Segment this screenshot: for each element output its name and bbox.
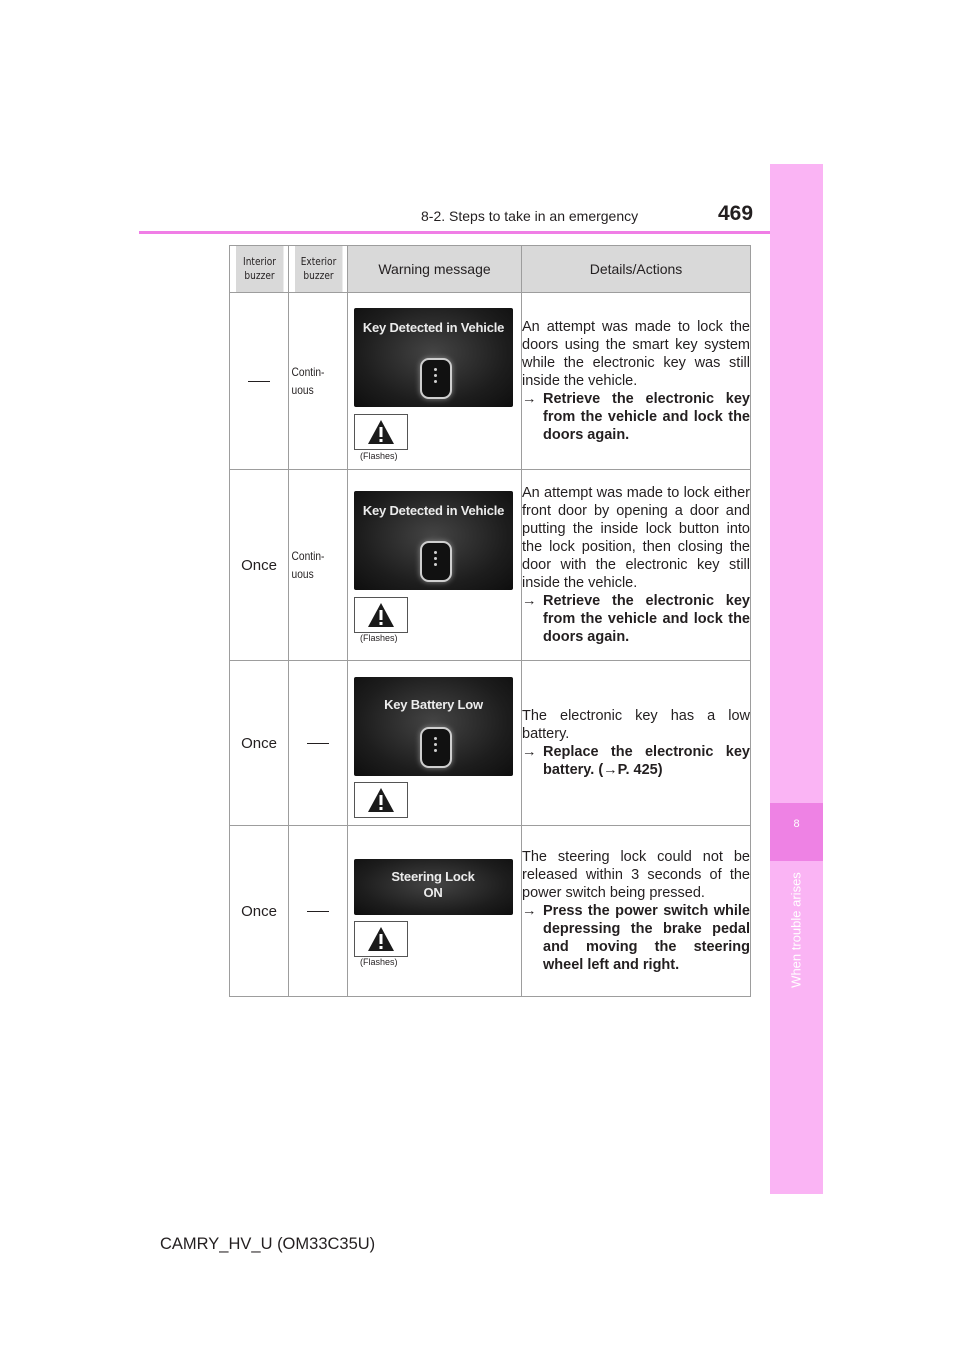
exterior-buzzer-value: Contin- uous bbox=[291, 549, 325, 581]
warning-message-cell bbox=[348, 470, 522, 661]
warning-message-cell bbox=[348, 826, 522, 997]
table-row bbox=[230, 826, 751, 997]
flashes-note: (Flashes) bbox=[360, 451, 398, 461]
interior-buzzer-cell: Once bbox=[230, 470, 289, 661]
detail-text: The steering lock could not be released within 3 seconds of the power switch being pressed. bbox=[522, 849, 750, 901]
warning-light-icon bbox=[354, 597, 408, 633]
key-fob-icon bbox=[420, 541, 452, 582]
interior-buzzer-cell bbox=[230, 293, 289, 470]
detail-text: An attempt was made to lock either front door by opening a door and putting the inside lock button into the lock position, then closing the door with the electronic key still inside the vehicle. bbox=[522, 485, 750, 591]
header-exterior-buzzer: Exterior buzzer bbox=[294, 246, 342, 293]
exterior-buzzer-cell bbox=[289, 661, 348, 826]
header-details-actions: Details/Actions bbox=[522, 246, 751, 293]
key-fob-icon bbox=[420, 727, 452, 768]
warning-light-icon bbox=[354, 782, 408, 818]
action-text: → Retrieve the electronic key from the vehicle and lock the doors again. bbox=[522, 391, 750, 443]
screen-text: Key Detected in Vehicle bbox=[362, 503, 505, 518]
screen-text: Key Detected in Vehicle bbox=[362, 320, 505, 335]
flashes-note: (Flashes) bbox=[360, 957, 398, 967]
arrow-icon: → bbox=[522, 593, 537, 609]
display-screen-image bbox=[354, 491, 513, 590]
table-row bbox=[230, 470, 751, 661]
footer-model-code: CAMRY_HV_U (OM33C35U) bbox=[160, 1235, 376, 1253]
chapter-number: 8 bbox=[793, 818, 800, 830]
table-row bbox=[230, 293, 751, 470]
arrow-icon: → bbox=[522, 391, 537, 407]
display-screen-image bbox=[354, 859, 513, 915]
details-cell bbox=[522, 470, 751, 661]
table-row bbox=[230, 661, 751, 826]
exterior-buzzer-cell bbox=[289, 470, 348, 661]
header-warning-message: Warning message bbox=[348, 246, 522, 293]
arrow-icon: → bbox=[522, 744, 537, 760]
action-text: → Replace the electronic key battery. (→P. 425) bbox=[522, 744, 750, 778]
screen-text: Steering Lock ON bbox=[391, 869, 475, 900]
header-divider bbox=[139, 231, 823, 234]
screen-text: Key Battery Low bbox=[384, 697, 483, 712]
page-number: 469 bbox=[718, 202, 754, 225]
header-interior-buzzer: Interior buzzer bbox=[235, 246, 283, 293]
details-cell bbox=[522, 826, 751, 997]
none-dash-icon bbox=[307, 743, 329, 744]
interior-buzzer-cell: Once bbox=[230, 826, 289, 997]
table-header-row bbox=[230, 246, 751, 293]
chapter-label: When trouble arises bbox=[788, 872, 804, 988]
chapter-number-box bbox=[770, 803, 823, 861]
warning-message-cell bbox=[348, 661, 522, 826]
display-screen-image bbox=[354, 308, 513, 407]
none-dash-icon bbox=[307, 911, 329, 912]
exterior-buzzer-value: Contin- uous bbox=[291, 365, 325, 397]
chapter-side-tab[interactable] bbox=[770, 164, 823, 1194]
interior-buzzer-cell: Once bbox=[230, 661, 289, 826]
warning-message-cell bbox=[348, 293, 522, 470]
warning-light-icon bbox=[354, 414, 408, 450]
section-title: 8-2. Steps to take in an emergency bbox=[421, 208, 639, 224]
warning-table bbox=[229, 245, 751, 997]
detail-text: An attempt was made to lock the doors using the smart key system while the electronic key was still inside the vehicle. bbox=[522, 319, 750, 389]
none-dash-icon bbox=[248, 381, 270, 382]
warning-light-icon bbox=[354, 921, 408, 957]
flashes-note: (Flashes) bbox=[360, 633, 398, 643]
exterior-buzzer-cell bbox=[289, 293, 348, 470]
action-text: → Press the power switch while depressing the brake pedal and moving the steering wheel left and right. bbox=[522, 903, 750, 973]
arrow-icon: → bbox=[522, 903, 537, 919]
detail-text: The electronic key has a low battery. bbox=[522, 708, 750, 742]
details-cell bbox=[522, 293, 751, 470]
display-screen-image bbox=[354, 677, 513, 776]
exterior-buzzer-cell bbox=[289, 826, 348, 997]
action-text: → Retrieve the electronic key from the vehicle and lock the doors again. bbox=[522, 593, 750, 645]
key-fob-icon bbox=[420, 358, 452, 399]
details-cell bbox=[522, 661, 751, 826]
